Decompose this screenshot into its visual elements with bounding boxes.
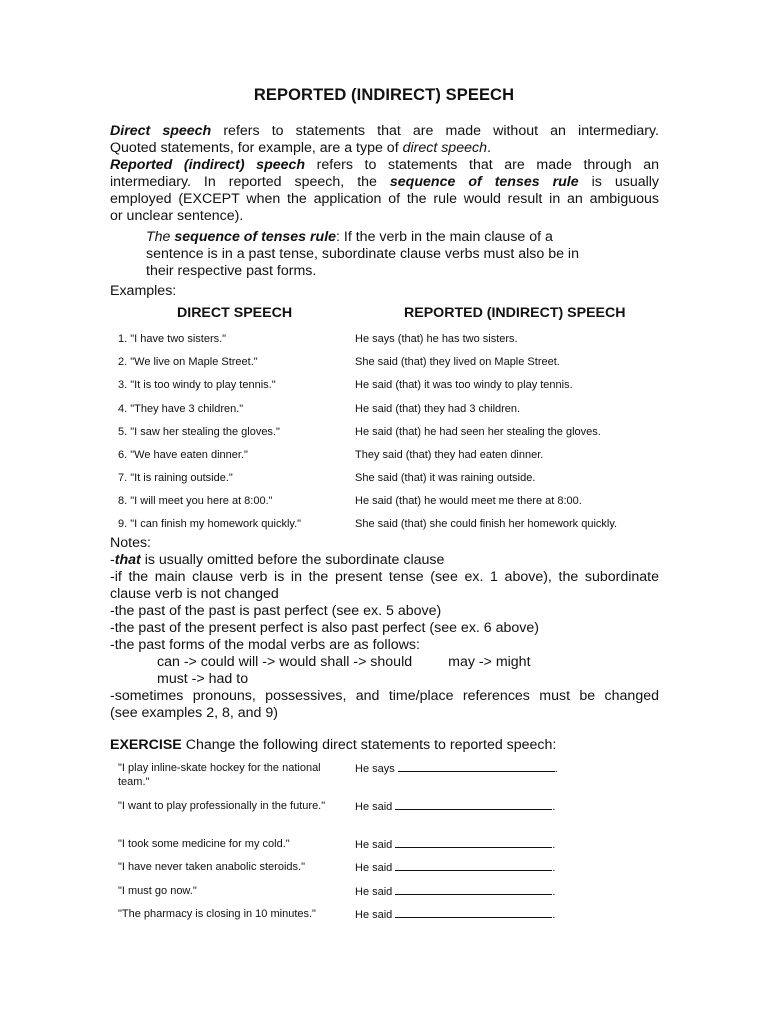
intro-line-6: or unclear sentence). bbox=[110, 208, 244, 224]
examples-label: Examples: bbox=[110, 283, 177, 299]
intro-line-2-end: . bbox=[486, 140, 491, 156]
example-direct: 4. "They have 3 children." bbox=[118, 403, 244, 415]
direct-speech-term: Direct speech bbox=[110, 123, 212, 139]
answer-end: . bbox=[552, 801, 556, 813]
answer-end: . bbox=[552, 862, 556, 874]
page-title: REPORTED (INDIRECT) SPEECH bbox=[253, 86, 515, 104]
answer-blank[interactable] bbox=[395, 837, 552, 848]
example-reported: He said (that) he would meet me there at 8:00. bbox=[355, 495, 582, 507]
exercise-instruction: Change the following direct statements to reported speech: bbox=[181, 737, 557, 753]
intro-line-1 bbox=[110, 123, 659, 140]
example-row bbox=[0, 426, 768, 444]
example-row bbox=[0, 472, 768, 490]
answer-end: . bbox=[552, 886, 556, 898]
example-reported: He said (that) they had 3 children. bbox=[355, 403, 521, 415]
example-direct: 8. "I will meet you here at 8:00." bbox=[118, 495, 273, 507]
direct-speech-italic: direct speech bbox=[402, 140, 487, 156]
answer-end: . bbox=[552, 909, 556, 921]
intro-line-1-text: refers to statements that are made without an intermediary. bbox=[211, 123, 659, 139]
note-1-text: is usually omitted before the subordinate clause bbox=[140, 552, 445, 568]
intro-line-4 bbox=[110, 174, 659, 191]
intro-line-3 bbox=[110, 157, 659, 174]
example-direct: 3. "It is too windy to play tennis." bbox=[118, 379, 276, 391]
exercise-question: "I have never taken anabolic steroids." bbox=[118, 861, 305, 873]
answer-blank[interactable] bbox=[395, 860, 552, 871]
example-direct: 1. "I have two sisters." bbox=[118, 333, 227, 345]
answer-end: . bbox=[554, 763, 558, 775]
example-row bbox=[0, 379, 768, 397]
example-reported: He said (that) it was too windy to play tennis. bbox=[355, 379, 573, 391]
note-4: -the past of the present perfect is also past perfect (see ex. 6 above) bbox=[110, 620, 540, 636]
reported-speech-column-header: REPORTED (INDIRECT) SPEECH bbox=[404, 305, 626, 321]
sequence-rule-block bbox=[146, 229, 579, 280]
exercise-label: EXERCISE bbox=[110, 737, 182, 753]
answer-end: . bbox=[552, 839, 556, 851]
answer-blank[interactable] bbox=[395, 884, 552, 895]
answer-blank[interactable] bbox=[395, 799, 552, 810]
note-1-dash: - bbox=[110, 552, 115, 568]
rule-line-1 bbox=[146, 229, 579, 246]
exercise-answer bbox=[355, 761, 558, 776]
note-1-term: that bbox=[114, 552, 141, 568]
exercise-answer bbox=[355, 884, 555, 899]
example-reported: She said (that) it was raining outside. bbox=[355, 472, 536, 484]
modal-forms-a: can -> could will -> would shall -> should bbox=[157, 654, 413, 670]
sequence-rule-term: sequence of tenses rule bbox=[389, 174, 579, 190]
example-row bbox=[0, 518, 768, 536]
exercise-answer bbox=[355, 860, 555, 875]
example-row bbox=[0, 333, 768, 351]
intro-line-4-text: intermediary. In reported speech, the bbox=[110, 174, 390, 190]
example-row bbox=[0, 449, 768, 467]
exercise-answer bbox=[355, 907, 555, 922]
answer-lead: He said bbox=[355, 801, 393, 813]
example-reported: He said (that) he had seen her stealing the gloves. bbox=[355, 426, 601, 438]
rule-line-3: their respective past forms. bbox=[146, 263, 317, 279]
intro-line-2-text: Quoted statements, for example, are a type of bbox=[110, 140, 403, 156]
intro-line-2 bbox=[110, 140, 659, 157]
answer-lead: He said bbox=[355, 909, 393, 921]
example-direct: 7. "It is raining outside." bbox=[118, 472, 233, 484]
answer-lead: He said bbox=[355, 839, 393, 851]
answer-lead: He says bbox=[355, 763, 395, 775]
answer-blank[interactable] bbox=[398, 761, 555, 772]
example-reported: They said (that) they had eaten dinner. bbox=[355, 449, 544, 461]
example-reported: She said (that) she could finish her homework quickly. bbox=[355, 518, 618, 530]
note-5: -the past forms of the modal verbs are as follows: bbox=[110, 637, 420, 653]
example-direct: 5. "I saw her stealing the gloves." bbox=[118, 426, 280, 438]
intro-line-3-text: refers to statements that are made through an bbox=[305, 157, 659, 173]
modal-forms-line-2: must -> had to bbox=[157, 671, 249, 687]
example-row bbox=[0, 356, 768, 374]
note-1 bbox=[110, 552, 659, 569]
answer-lead: He said bbox=[355, 862, 393, 874]
note-6-line-2: (see examples 2, 8, and 9) bbox=[110, 705, 278, 721]
example-reported: He says (that) he has two sisters. bbox=[355, 333, 518, 345]
modal-forms-b: may -> might bbox=[448, 654, 531, 670]
note-6-line-1: -sometimes pronouns, possessives, and time/place references must be changed bbox=[110, 688, 659, 704]
direct-speech-column-header: DIRECT SPEECH bbox=[177, 305, 293, 321]
note-3: -the past of the past is past perfect (see ex. 5 above) bbox=[110, 603, 442, 619]
intro-paragraph bbox=[110, 123, 659, 225]
notes-label: Notes: bbox=[110, 535, 152, 551]
intro-line-4-end: is usually bbox=[578, 174, 659, 190]
note-2-line-1: -if the main clause verb is in the present tense (see ex. 1 above), the subordinate bbox=[110, 569, 659, 585]
answer-blank[interactable] bbox=[395, 907, 552, 918]
notes-section bbox=[110, 535, 659, 722]
reported-speech-term: Reported (indirect) speech bbox=[110, 157, 306, 173]
modal-forms-line-1 bbox=[110, 654, 659, 671]
exercise-question: "The pharmacy is closing in 10 minutes." bbox=[118, 908, 316, 920]
exercise-question: "I took some medicine for my cold." bbox=[118, 838, 290, 850]
example-direct: 6. "We have eaten dinner." bbox=[118, 449, 248, 461]
example-row bbox=[0, 403, 768, 421]
note-2-line-2: clause verb is not changed bbox=[110, 586, 279, 602]
exercise-answer bbox=[355, 837, 555, 852]
exercise-question: "I want to play professionally in the future." bbox=[118, 800, 326, 812]
intro-line-5: employed (EXCEPT when the application of the rule would result in an ambiguous bbox=[110, 191, 659, 207]
rule-line-2: sentence is in a past tense, subordinate clause verbs must also be in bbox=[146, 246, 579, 262]
example-row bbox=[0, 495, 768, 513]
rule-term: sequence of tenses rule bbox=[174, 229, 337, 245]
example-direct: 2. "We live on Maple Street." bbox=[118, 356, 258, 368]
rule-line-1-text: : If the verb in the main clause of a bbox=[336, 229, 553, 245]
rule-the: The bbox=[146, 229, 175, 245]
exercise-answer bbox=[355, 799, 555, 814]
exercise-question: "I play inline-skate hockey for the national team." bbox=[118, 762, 321, 788]
answer-lead: He said bbox=[355, 886, 393, 898]
example-direct: 9. "I can finish my homework quickly." bbox=[118, 518, 302, 530]
example-reported: She said (that) they lived on Maple Street. bbox=[355, 356, 560, 368]
exercise-heading bbox=[110, 737, 556, 753]
exercise-question: "I must go now." bbox=[118, 885, 197, 897]
